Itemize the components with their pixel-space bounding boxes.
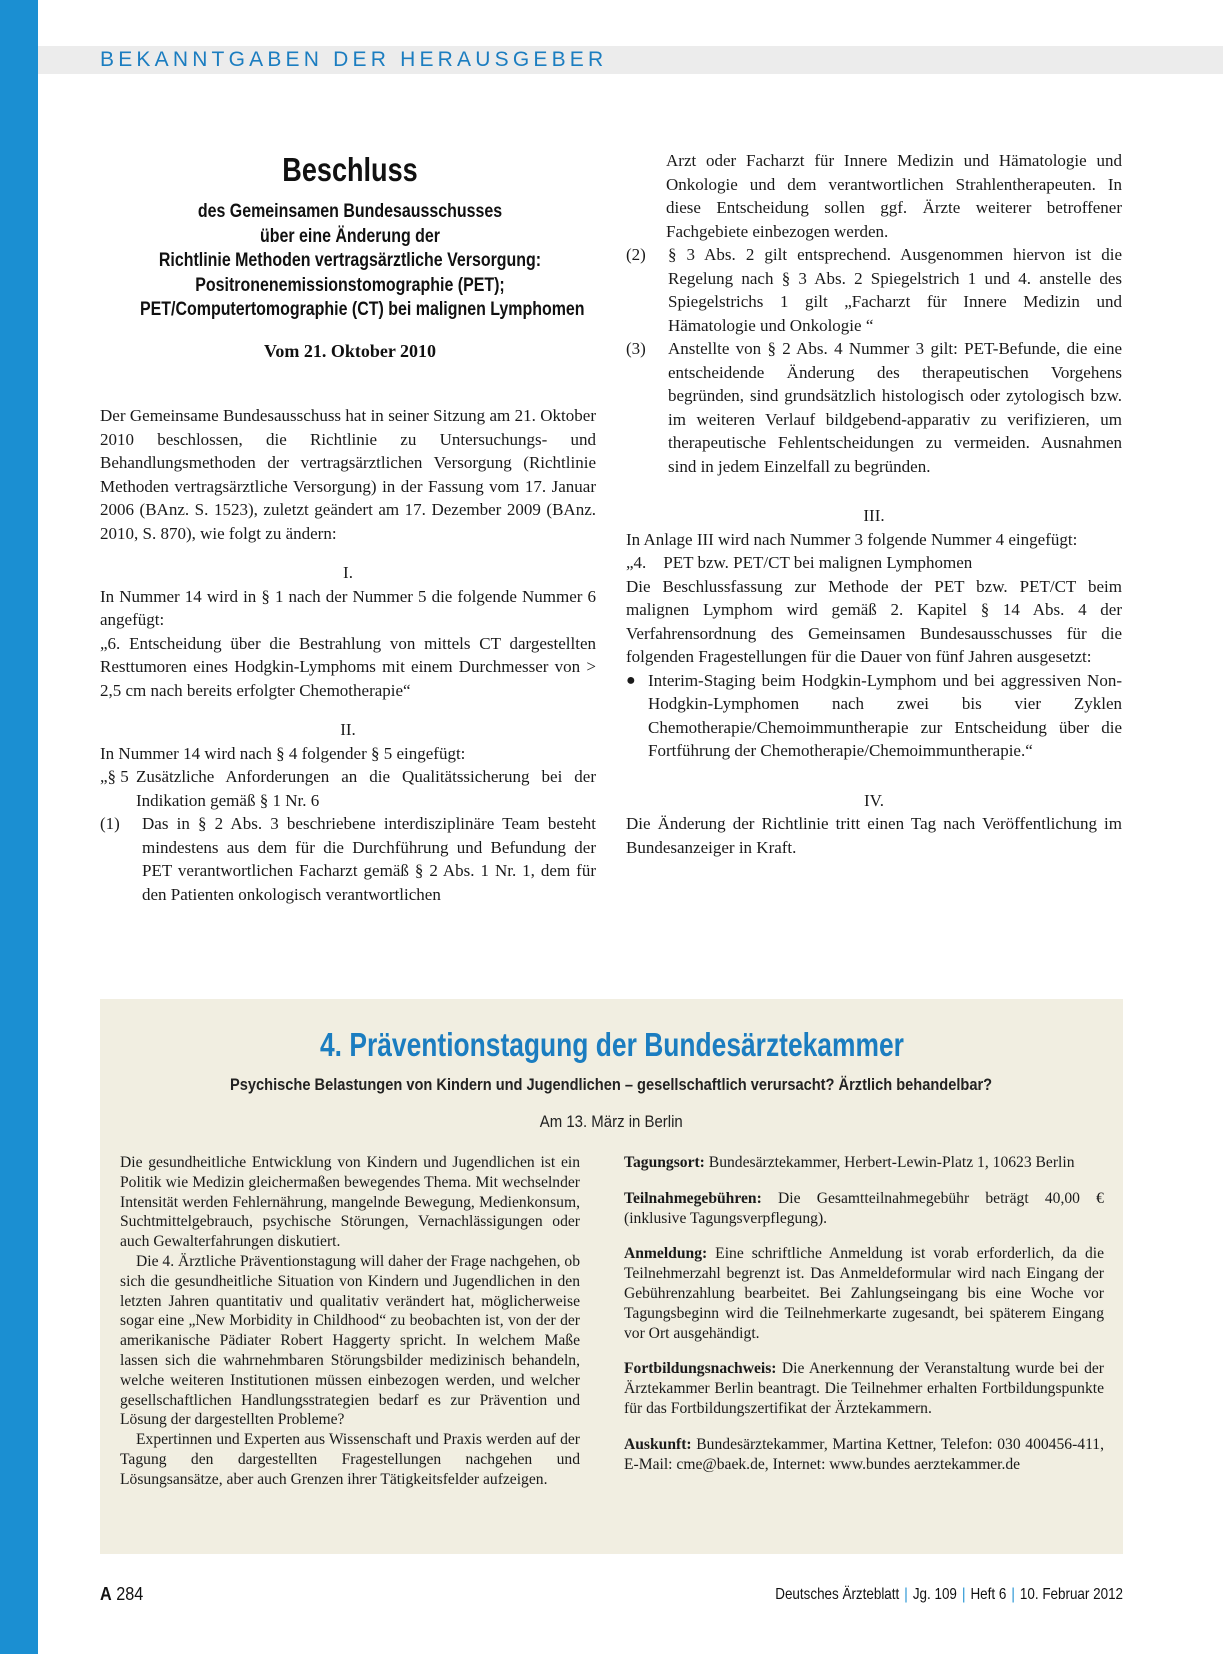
section-4-text: Die Änderung der Richtlinie tritt einen Tag nach Veröffentlichung im Bundesanzeiger in Kraft. <box>626 814 1122 857</box>
section-heading-2: II. <box>340 720 356 739</box>
bullet-text: Interim-Staging beim Hodgkin-Lymphom und bei aggressiven Non-Hodgkin-Lymphomen nach zwei bis vier Zyklen Chemotherapie/Chemoimmuntherapie zur Entscheidung über die Fortführung der Chemotherapie/Chemoimmuntherapie.“ <box>648 670 1122 760</box>
page-number <box>100 1584 143 1605</box>
event-title-text: 4. Präventionstagung der Bundesärztekammer <box>319 1026 904 1063</box>
article-title: Beschluss <box>282 151 418 188</box>
section-header: BEKANNTGABEN DER HERAUSGEBER <box>100 48 608 71</box>
event-info <box>624 1153 1104 1474</box>
item-text: § 3 Abs. 2 gilt entsprechend. Ausgenommen hiervon ist die Regelung nach § 3 Abs. 2 Spiegelstrich 1 und 4. anstelle des Spiegelstrichs 1 gilt „Facharzt für Innere Medizin und Hämatologie und Onkologie “ <box>668 245 1122 335</box>
event-description <box>120 1153 580 1490</box>
section-heading-1: I. <box>343 563 353 582</box>
item-number: (2) <box>626 245 646 264</box>
info-label: Anmeldung: <box>624 1245 708 1263</box>
separator: | <box>1011 1586 1015 1603</box>
intro-paragraph: Der Gemeinsame Bundesausschuss hat in seiner Sitzung am 21. Oktober 2010 beschlossen, die Richtlinie zu Untersuchungs- und Behandlungsmethoden der vertragsärztlichen Versorgung (Richtlinie Methoden vertragsärztliche Versorgung) in der Fassung vom 17. Januar 2006 (BAnz. S. 1523), zuletzt geändert am 17. Dezember 2009 (BAnz. 2010, S. 870), wie folgt zu ändern: <box>100 406 596 543</box>
info-label: Fortbildungsnachweis: <box>624 1360 777 1378</box>
subtitle-line: PET/Computertomographie (CT) bei malignen Lymphomen <box>140 299 585 320</box>
section-2-text: In Nummer 14 wird nach § 4 folgender § 5 eingefügt: <box>100 743 466 763</box>
info-label: Tagungsort: <box>624 1154 705 1171</box>
subtitle-line: Richtlinie Methoden vertragsärztliche Versorgung: <box>158 250 542 271</box>
journal-date: 10. Februar 2012 <box>1019 1586 1123 1603</box>
info-text: Die Gesamtteilnahmegebühr beträgt 40,00 € (inklusive Tagungsverpflegung). <box>624 1189 1104 1227</box>
left-accent-bar <box>0 0 38 1654</box>
item-text: Das in § 2 Abs. 3 beschriebene interdisziplinäre Team besteht mindestens aus dem für die Durchführung und Befundung der PET verantwortlichen Facharzt gemäß § 2 Abs. 1 Nr. 1, dem für den Patienten onkologisch verantwortlichen <box>142 814 596 904</box>
info-venue <box>624 1153 1104 1173</box>
subtitle-line: über eine Änderung der <box>259 225 441 247</box>
journal-citation <box>775 1586 1123 1604</box>
section-3-item: „4. PET bzw. PET/CT bei malignen Lymphomen <box>626 553 973 572</box>
separator: | <box>961 1586 966 1603</box>
subtitle-line: Positronenemissionstomographie (PET); <box>195 274 505 296</box>
item-text: Anstellte von § 2 Abs. 4 Nummer 3 gilt: PET-Befunde, die eine entscheidende Änderung des therapeutischen Vorgehens begründen, sind grundsätzlich histologisch oder zytologisch bzw. im weiteren Verlauf bildgebend-apparativ zu verifizieren, um therapeutische Fehlentscheidungen zu vermeiden. Ausnahmen sind in jedem Einzelfall zu begründen. <box>668 339 1122 476</box>
subtitle-line: des Gemeinsamen Bundesausschusses <box>197 201 503 222</box>
info-text: Die Anerkennung der Veranstaltung wurde bei der Ärztekammer Berlin beantragt. Die Teilnehmer erhalten Fortbildungspunkte für das Fortbildungszertifikat der Ärztekammern. <box>624 1360 1104 1417</box>
info-text: Eine schriftliche Anmeldung ist vorab erforderlich, da die Teilnehmerzahl begrenzt ist. Das Anmeldeformular wird nach Eingang der Gebührenzahlung bearbeitet. Bei Zahlungseingang bis eine Woche vor Tagungsbeginn wird die Teilnehmerkarte zugesandt, bei späterem Eingang vor Ort ausgehändigt. <box>624 1245 1104 1342</box>
section-3-text: In Anlage III wird nach Nummer 3 folgende Nummer 4 eingefügt: <box>626 529 1078 549</box>
list-item-1 <box>100 812 596 906</box>
separator: | <box>904 1586 908 1603</box>
list-item-1-continued: Arzt oder Facharzt für Innere Medizin und Hämatologie und Onkologie und dem verantwortlichen Strahlentherapeuten. In diese Entscheidung sollen ggf. Ärzte weiterer betroffener Fachgebiete einbezogen werden. <box>666 151 1122 241</box>
info-text: Bundesärztekammer, Martina Kettner, Telefon: 030 400456-411, E-Mail: cme@baek.de, Internet: www.bundes aerztekammer.de <box>624 1435 1104 1473</box>
event-subtitle <box>0 1075 1223 1095</box>
page-number-value: 284 <box>116 1584 144 1604</box>
info-label: Auskunft: <box>624 1435 692 1453</box>
section-1-quote: „6. Entscheidung über die Bestrahlung von mittels CT dargestellten Resttumoren eines Hodgkin-Lymphoms mit einem Durchmesser von > 2,5 cm nach bereits erfolgter Chemotherapie“ <box>100 633 596 700</box>
paragraph-5-heading <box>100 765 596 812</box>
item-number: (1) <box>100 814 120 833</box>
journal-volume: Jg. 109 <box>912 1586 957 1603</box>
page-prefix: A <box>100 1584 112 1604</box>
event-paragraph: Expertinnen und Experten aus Wissenschaft und Praxis werden auf der Tagung den dargestellten Fragestellungen nachgehen und Lösungsansätze, aber auch Grenzen ihrer Tätigkeitsfelder aufzeigen. <box>120 1431 580 1488</box>
info-contact <box>624 1435 1104 1475</box>
article-column-left <box>100 404 596 906</box>
journal-issue: Heft 6 <box>970 1586 1007 1603</box>
paragraph-title: Zusätzliche Anforderungen an die Qualitätssicherung bei der Indikation gemäß § 1 Nr. 6 <box>136 767 596 810</box>
article-subtitle <box>140 200 585 323</box>
info-registration <box>624 1244 1104 1343</box>
list-item-2 <box>626 243 1122 337</box>
event-subtitle-text: Psychische Belastungen von Kindern und Jugendlichen – gesellschaftlich verursacht? Ärztlich behandelbar? <box>230 1075 993 1094</box>
section-1-text: In Nummer 14 wird in § 1 nach der Nummer 5 die folgende Nummer 6 angefügt: <box>100 586 596 629</box>
article-date: Vom 21. Oktober 2010 <box>263 340 436 361</box>
event-paragraph: Die 4. Ärztliche Präventionstagung will daher der Frage nachgehen, ob sich die gesundheitliche Situation von Kindern und Jugendlichen in den letzten Jahren quantitativ und qualitativ verändert hat, möglicherweise sogar eine „New Morbidity in Childhood“ zu beobachten ist, von der der amerikanische Pädiater Robert Haggerty spricht. In welchem Maße lassen sich die wahrnehmbaren Störungsbilder medizinisch behandeln, welche weiteren Institutionen müssen einbezogen werden, und welcher gesellschaftlichen Handlungsstrategien bedarf es zur Prävention und Lösung der dargestellten Probleme? <box>120 1252 580 1429</box>
info-label: Teilnahmegebühren: <box>624 1189 762 1207</box>
paragraph-number: „§ 5 <box>100 767 129 786</box>
event-date <box>0 1112 1223 1132</box>
article-column-right <box>626 149 1122 859</box>
bullet-item <box>626 669 1122 763</box>
section-heading-4: IV. <box>864 790 884 810</box>
event-paragraph: Die gesundheitliche Entwicklung von Kindern und Jugendlichen ist ein Politik wie Medizin gleichermaßen bewegendes Thema. Mit wechselnder Intensität werden Fehlernährung, mangelnde Bewegung, Medienkonsum, Suchtmittelgebrauch, psychische Störungen, Vernachlässigungen oder auch Gewalterfahrungen diskutiert. <box>120 1154 580 1251</box>
section-3-body: Die Beschlussfassung zur Methode der PET bzw. PET/CT beim malignen Lymphom wird gemäß 2. Kapitel § 14 Abs. 4 der Verfahrensordnung des Gemeinsamen Bundesausschusses für die folgenden Fragestellungen für die Dauer von fünf Jahren ausgesetzt: <box>626 576 1122 666</box>
list-item-3 <box>626 337 1122 478</box>
info-fees <box>624 1189 1104 1229</box>
bullet-dot-icon: ● <box>626 671 636 689</box>
event-date-text: Am 13. März in Berlin <box>540 1112 683 1131</box>
event-title <box>0 1026 1223 1064</box>
info-text: Bundesärztekammer, Herbert-Lewin-Platz 1, 10623 Berlin <box>708 1154 1075 1171</box>
journal-name: Deutsches Ärzteblatt <box>775 1586 900 1603</box>
article-title-block <box>100 148 600 362</box>
item-number: (3) <box>626 339 646 358</box>
info-credits <box>624 1359 1104 1418</box>
section-heading-3: III. <box>863 506 885 525</box>
